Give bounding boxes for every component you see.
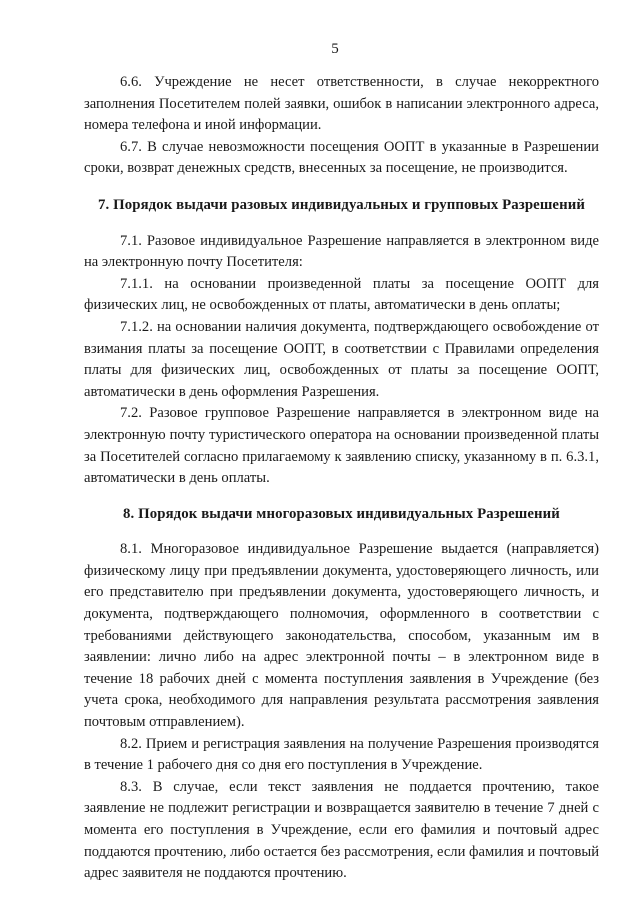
paragraph-6-7: 6.7. В случае невозможности посещения ООПТ в указанные в Разрешении сроки, возврат денежных средств, внесенных за посещение, не производится. <box>84 138 599 177</box>
paragraph-8-3: 8.3. В случае, если текст заявления не поддается прочтению, такое заявление не подлежит регистрации и возвращается заявителю в течение 7 дней с момента его поступления в Учреждение, если его фамилия и почтовый адрес поддаются прочтению, либо остается без рассмотрения, если фамилия и почтовый адрес заявителя не поддаются прочтению. <box>84 778 599 882</box>
paragraph-8-1: 8.1. Многоразовое индивидуальное Разрешение выдается (направляется) физическому лицу при предъявлении документа, удостоверяющего личность, или его представителю при предъявлении документа, удостоверяющего личность, и документа, подтверждающего полномочия, оформленного в соответствии с требованиями действующего законодательства, способом, указанным им в заявлении: лично либо на адрес электронной почты – в электронном виде в течение 18 рабочих дней с момента поступления заявления в Учреждение (без учета срока, необходимого для направления результата рассмотрения заявления почтовым отправлением). <box>84 541 599 731</box>
paragraph-7-1-2: 7.1.2. на основании наличия документа, подтверждающего освобождение от взимания платы за посещение ООПТ, в соответствии с Правилами определения платы для физических лиц, освобожденных от платы за посещение ООПТ, автоматически в день оформления Разрешения. <box>84 318 599 400</box>
paragraph-7-2: 7.2. Разовое групповое Разрешение направляется в электронном виде на электронную почту туристического оператора на основании произведенной платы за Посетителей согласно прилагаемому к заявлению списку, указанному в п. 6.3.1, автоматически в день оплаты. <box>84 405 599 487</box>
page-number: 5 <box>331 41 339 57</box>
section-8-heading: 8. Порядок выдачи многоразовых индивидуальных Разрешений <box>123 505 560 522</box>
paragraph-7-1-1: 7.1.1. на основании произведенной платы за посещение ООПТ для физических лиц, не освобожденных от платы, автоматически в день оплаты; <box>84 275 599 314</box>
paragraph-8-2: 8.2. Прием и регистрация заявления на получение Разрешения производятся в течение 1 рабочего дня со дня его поступления в Учреждение. <box>84 735 599 774</box>
section-7-heading: 7. Порядок выдачи разовых индивидуальных и групповых Разрешений <box>98 196 585 213</box>
document-body <box>84 72 599 885</box>
paragraph-6-6: 6.6. Учреждение не несет ответственности, в случае некорректного заполнения Посетителем полей заявки, ошибок в написании электронного адреса, номера телефона и иной информации. <box>84 74 599 134</box>
paragraph-7-1: 7.1. Разовое индивидуальное Разрешение направляется в электронном виде на электронную почту Посетителя: <box>84 232 599 271</box>
